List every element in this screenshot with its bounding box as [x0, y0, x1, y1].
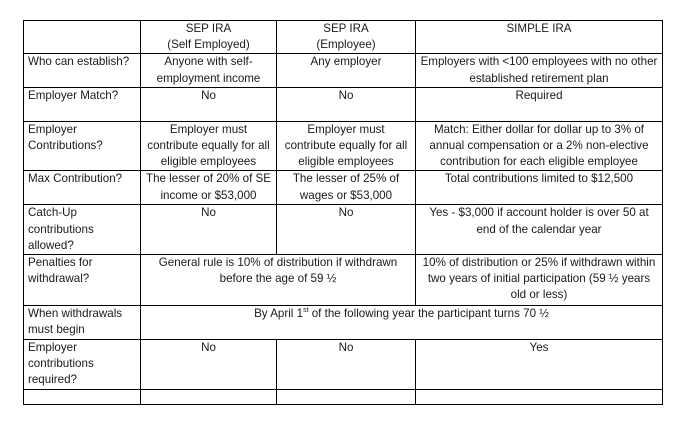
- row-label: Employer Match?: [24, 87, 141, 121]
- header-simple-line1: SIMPLE IRA: [506, 22, 572, 35]
- empty-cell: [416, 389, 663, 404]
- cell-sep-self: No: [141, 340, 277, 390]
- cell-sep-emp: Employer must contribute equally for all eligible employees: [277, 121, 416, 171]
- when-text-suffix: of the following year the participant turns 70 ½: [308, 307, 549, 321]
- cell-simple: Yes: [416, 340, 663, 390]
- cell-sep-combined: General rule is 10% of distribution if withdrawn before the age of 59 ½: [141, 255, 416, 306]
- row-label: Catch-Up contributions allowed?: [24, 205, 141, 255]
- cell-sep-self: Anyone with self-employment income: [141, 54, 277, 87]
- table-row-when-withdrawals-begin: [24, 306, 663, 340]
- cell-simple: Employers with <100 employees with no other established retirement plan: [416, 54, 663, 87]
- row-label: Penalties for withdrawal?: [24, 255, 141, 306]
- table-row-catch-up: [24, 205, 663, 255]
- cell-sep-emp: Any employer: [277, 54, 416, 87]
- cell-sep-emp: The lesser of 25% of wages or $53,000: [277, 171, 416, 205]
- header-sep-emp-line1: SEP IRA: [323, 22, 369, 35]
- empty-cell: [277, 389, 416, 404]
- header-sep-self-line2: (Self Employed): [167, 38, 250, 52]
- cell-sep-self: Employer must contribute equally for all eligible employees: [141, 121, 277, 171]
- header-row: [24, 21, 663, 54]
- ira-comparison-table: [23, 20, 663, 405]
- cell-simple: Yes - $3,000 if account holder is over 50 at end of the calendar year: [416, 205, 663, 255]
- cell-simple: Match: Either dollar for dollar up to 3% of annual compensation or a 2% non-elective contribution for each eligible employee: [416, 121, 663, 171]
- header-sep-ira-employee: [277, 21, 416, 54]
- cell-sep-self: No: [141, 87, 277, 121]
- when-ordinal-suffix: st: [303, 307, 309, 315]
- table-row-contributions-required: [24, 340, 663, 390]
- table-row-max-contribution: [24, 171, 663, 205]
- row-label: When withdrawals must begin: [24, 306, 141, 340]
- header-sep-ira-self-employed: [141, 21, 277, 54]
- header-sep-self-line1: SEP IRA: [185, 22, 232, 35]
- cell-simple: 10% of distribution or 25% if withdrawn within two years of initial participation (59 ½ years old or less): [416, 255, 663, 306]
- cell-sep-self: No: [141, 205, 277, 255]
- cell-sep-emp: No: [277, 340, 416, 390]
- cell-sep-emp: No: [277, 87, 416, 121]
- cell-all-plans: [141, 306, 663, 340]
- cell-sep-self: The lesser of 20% of SE income or $53,000: [141, 171, 277, 205]
- empty-cell: [24, 389, 141, 404]
- table-row-penalties: [24, 255, 663, 306]
- cell-simple: Total contributions limited to $12,500: [416, 171, 663, 205]
- cell-sep-emp: No: [277, 205, 416, 255]
- when-text-prefix: By April 1: [254, 307, 304, 321]
- row-label: Who can establish?: [24, 54, 141, 87]
- table-row-employer-match: [24, 87, 663, 121]
- header-empty-cell: [24, 21, 141, 54]
- table-row-who-can-establish: [24, 54, 663, 87]
- table-row-empty: [24, 389, 663, 404]
- empty-cell: [141, 389, 277, 404]
- header-sep-emp-line2: (Employee): [316, 38, 376, 52]
- cell-simple: Required: [416, 87, 663, 121]
- table-row-employer-contributions: [24, 121, 663, 171]
- header-simple-ira: [416, 21, 663, 54]
- row-label: Max Contribution?: [24, 171, 141, 205]
- row-label: Employer contributions required?: [24, 340, 141, 390]
- row-label: Employer Contributions?: [24, 121, 141, 171]
